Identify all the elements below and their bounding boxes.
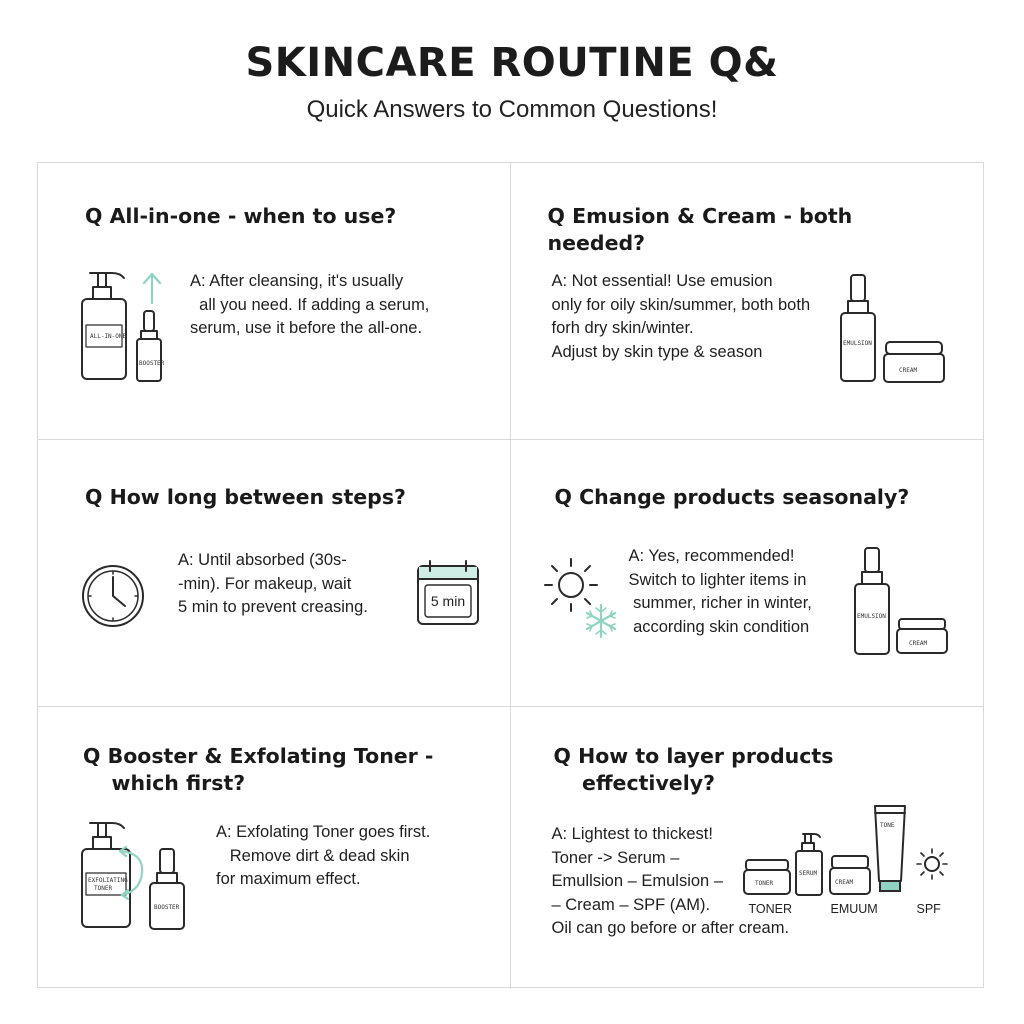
tube-icon: [873, 803, 907, 899]
answer-text: A: Until absorbed (30s- -min). For makeup, wait 5 min to prevent creasing.: [178, 551, 368, 616]
svg-text:CREAM: CREAM: [834, 879, 853, 886]
svg-text:EMULSION: EMULSION: [842, 340, 872, 347]
page-title: SKINCARE ROUTINE Q&: [245, 40, 779, 86]
svg-text:BOOSTER: BOOSTER: [139, 360, 165, 367]
product-label: CREAM: [908, 640, 927, 647]
svg-text:TONER: TONER: [94, 885, 113, 892]
question-text: Q How to layer products effectively?: [553, 744, 834, 795]
answer-text: A: Lightest to thickest! Toner -> Serum – Emullsion – Emulsion – – Cream – SPF (AM). Oil can go before or after cream.: [551, 825, 790, 937]
arrow-up-icon: [142, 271, 162, 305]
qa-card-time-between-steps: [38, 440, 511, 707]
timer-text: 5 min: [430, 593, 466, 609]
svg-text:EXFOLIATING: EXFOLIATING: [88, 877, 128, 884]
answer-text: A: After cleansing, it's usually all you need. If adding a serum, serum, use it before the all-one.: [190, 272, 430, 337]
qa-card-seasonal-change: [511, 440, 984, 707]
qa-card-all-in-one: [38, 163, 511, 440]
booster-bottle-icon: [147, 847, 187, 931]
question-text: Q Emusion & Cream - both needed?: [547, 204, 853, 255]
pump-bottle-icon: [794, 831, 824, 897]
svg-text:EMULSION: EMULSION: [856, 613, 886, 620]
svg-text:TONER: TONER: [754, 880, 773, 887]
product-label: TONE: [879, 822, 894, 829]
answer-text: A: Exfolating Toner goes first. Remove dirt & dead skin for maximum effect.: [216, 823, 431, 888]
serum-bottle-icon: [135, 309, 165, 384]
qa-card-layering: [511, 707, 984, 989]
pump-bottle-icon: [78, 269, 138, 384]
question-text: Q Booster & Exfolating Toner - which first?: [83, 744, 434, 795]
jar-icon: [896, 616, 948, 656]
answer-text: A: Yes, recommended! Switch to lighter items in summer, richer in winter, according skin condition: [628, 547, 812, 636]
svg-text:ALL-IN-ONE: ALL-IN-ONE: [90, 333, 127, 340]
cream-jar-icon: [883, 339, 945, 385]
qa-grid: [37, 162, 984, 988]
layer-label-emulsion: EMUUM: [830, 902, 878, 916]
question-text: Q All-in-one - when to use?: [85, 204, 397, 228]
question-text: Q How long between steps?: [85, 485, 406, 509]
product-label: CREAM: [898, 367, 917, 374]
layer-label-toner: TONER: [748, 902, 793, 916]
cycle-arrows-icon: [116, 845, 146, 901]
qa-card-emulsion-cream: [511, 163, 984, 440]
answer-text: A: Not essential! Use emusion only for oily skin/summer, both both forh dry skin/winter. Adjust by skin type & season: [551, 272, 811, 361]
svg-text:BOOSTER: BOOSTER: [154, 904, 180, 911]
sun-icon: [915, 847, 949, 881]
timer-calendar-icon: [416, 560, 480, 626]
qa-card-booster-toner: [38, 707, 511, 989]
snowflake-icon: [583, 603, 619, 639]
clock-icon: [80, 563, 146, 629]
emulsion-bottle-icon: [838, 273, 878, 385]
page-subtitle: Quick Answers to Common Questions!: [306, 96, 718, 123]
svg-text:SERUM: SERUM: [798, 870, 817, 877]
layer-label-spf: SPF: [916, 902, 941, 916]
jar-icon: [829, 853, 871, 897]
bottle-icon: [852, 546, 892, 656]
jar-icon: [743, 857, 791, 897]
question-text: Q Change products seasonaly?: [554, 485, 910, 509]
